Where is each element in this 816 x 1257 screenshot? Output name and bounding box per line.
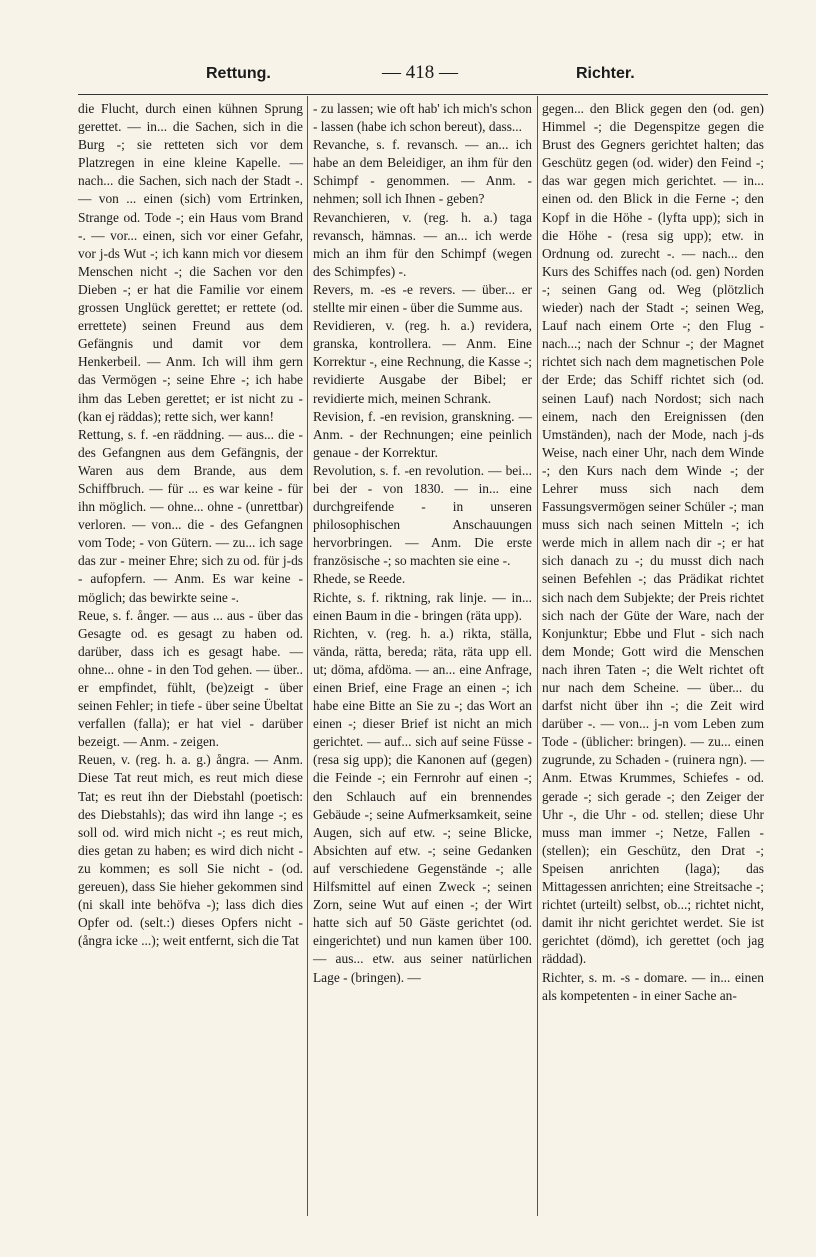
entry-text: - zu lassen; wie oft hab' ich mich's schon - lassen (habe ich schon bereut), dass... — [313, 101, 532, 135]
entry-revanchieren: Revanchieren, v. (reg. h. a.) taga revansch, hämnas. — an... ich werde mich an ihm für den Schimpf (wegen des Schimpfes) -. — [313, 209, 532, 279]
column-divider — [537, 96, 538, 1216]
entry-revidieren: Revidieren, v. (reg. h. a.) revidera, granska, kontrollera. — Anm. Eine Korrektur -, eine Rechnung, die Kasse -; revidierte Ausgabe der Bibel; er revidierte mich, meinen Schrank. — [313, 318, 532, 406]
page-number: — 418 — — [382, 62, 458, 83]
entry-revanche: Revanche, s. f. revansch. — an... ich habe an dem Beleidiger, an ihm für den Schimpf - genommen. — Anm. - nehmen; soll ich Ihnen - geben? — [313, 137, 532, 207]
header-left-keyword: Rettung. — [206, 65, 271, 82]
entry-reuen: Reuen, v. (reg. h. a. g.) ångra. — Anm. Diese Tat reut mich, es reut mich diese Tat; es reut ihn der Diebstahl (poetisch: des Diebstahls); das wird ihn lange -; es soll od. wird mich nicht -; es reut mich, dies getan zu haben; es wird dich nicht - zu kommen; es soll Sie nicht - (od. gereuen), dass Sie hieher gekommen sind (ni skall inte behöfva -); lass dich dies Opfer od. (selt.:) dieses Opfers nicht - (ångra icke ...); weit entfernt, sich die Tat — [78, 752, 303, 949]
entry-revolution: Revolution, s. f. -en revolution. — bei... bei der - von 1830. — in... eine durchgreifende - in unseren philosophischen Anschauungen hervorbringen. — Anm. Die erste französische -; so machten sie eine -. — [313, 462, 532, 569]
entry-rettung: Rettung, s. f. -en räddning. — aus... die - des Gefangnen aus dem Gefängnis, der Waren aus dem Brande, aus dem Schiffbruch. — für ... es war keine - für ihn möglich. — ohne... ohne - (unrettbar) verloren. — von... die - des Gefangnen vom Tode; - von Gütern. — zu... ich sage das zur - meiner Ehre; sich zu od. für j-ds - aufopfern. — Anm. Es war keine - möglich; das bewirkte seine -. — [78, 426, 303, 605]
entry-text: gegen... den Blick gegen den (od. gen) Himmel -; die Degenspitze gegen die Brust des Gegners gerichtet halten; das Geschütz gegen (od. wider) den Feind -; das war gegen mich gerichtet. — in... einen od. den Blick in die Ferne -; den Kopf in die Höhe - (lyfta upp); sich in die Höhe - (resa sig upp); etw. in Ordnung od. zurecht -. — nach... den Kurs des Schiffes nach (od. gen) Norden -; seinen Gang od. Weg (plötzlich wieder) nach der Stadt -; seinen Weg, Lauf nach einem Orte -; den Flug - nach...; nach der Schnur -; der Magnet richtet sich nach dem magnetischen Pole der Erde; das Schiff richtet sich (od. seinen Lauf) nach Nordost; sich nach einem, nach den Ereignissen (den Umständen), nach der Mode, nach j-ds Weise, nach einer Uhr, nach dem Winde -; den Kurs nach dem Winde -; der Lehrer muss sich nach dem Fassungsvermögen seiner Schüler -; man muss sich nach seinen Mitteln -; ich werde mich in allem nach dir -; er hat sich danach zu -; du musst dich nach seinen Befehlen -; das Prädikat richtet sich nach dem Subjekte; der Preis richtet sich nach der Güte der Ware, nach der Konjunktur; Ebbe und Flut - sich nach dem Monde; Gott wird die Menschen nach ihren Taten -; die Welt richtet oft nur nach dem Scheine. — über... du darfst nicht über ihn -; die Zeit wird darüber -. — von... j-n vom Leben zum Tode - (üblicher: bringen). — zu... einen zugrunde, zu Schaden - (ruinera ngn). — Anm. Etwas Krummes, Schiefes - od. gerade -; sich gerade -; den Zeiger der Uhr -, die Uhr - od. stellen; diese Uhr muss man immer -; Netze, Fallen - (stellen); ein Geschütz, den Drat -; Speisen anrichten (laga); das Mittagessen anrichten; eine Streitsache -; richtet (urteilt) selbst, ob...; richtet nicht, damit ihr nicht gerichtet werdet. Sie ist gerichtet (dömd), ich gerettet (och jag räddad). — [542, 101, 764, 967]
entry-text: die Flucht, durch einen kühnen Sprung gerettet. — in... die Sachen, sich in die Burg -; sie retteten sich vor dem Platzregen in eine kleine Kapelle. — nach... die Sachen, sich nach der Stadt -. — von ... einen (sich) vom Ertrinken, Strange od. Tode -; ein Haus vom Brand -. — vor... einen, sich vor einer Gefahr, vor j-ds Wut -; ich kann mich vor diesem Menschen nicht -; die Sachen vor den Dieben -; er hat die Familie vor einem grossen Unglück gerettet; er rettete (od. errettete) seinen Freund aus dem Gefängnis und damit vor dem Henkerbeil. — Anm. Ich will ihm gern das Vermögen -; seine Ehre -; ich habe ihm das Leben gerettet; er ist nicht zu - (kan ej räddas); rette sich, wer kann! — [78, 101, 303, 424]
header-rule — [78, 94, 768, 95]
entry-richter: Richter, s. m. -s - domare. — in... einen als kompetenten - in einer Sache an- — [542, 969, 764, 1003]
entry-rhede: Rhede, se Reede. — [313, 571, 406, 587]
column-divider — [307, 96, 308, 1216]
entry-richte: Richte, s. f. riktning, rak linje. — in... einen Baum in die - bringen (räta upp). — [313, 589, 532, 623]
entry-reue: Reue, s. f. ånger. — aus ... aus - über das Gesagte od. es gesagt zu haben od. darüber, dass ich es gesagt habe. — ohne... ohne - in den Tod gehen. — über.. er empfindet, fühlt, (be)zeigt - über seinen Fehler; in tiefe - über seine Übeltat verfallen (falla); er hat viel - darüber bezeigt. — Anm. - zeigen. — [78, 607, 303, 750]
column-1 — [78, 100, 303, 950]
entry-revision: Revision, f. -en revision, granskning. — Anm. - der Rechnungen; eine peinlich genaue - der Korrektur. — [313, 408, 532, 460]
column-3 — [542, 100, 764, 1005]
header-right-keyword: Richter. — [576, 65, 635, 82]
column-2 — [313, 100, 532, 987]
entry-revers: Revers, m. -es -e revers. — über... er stellte mir einen - über die Summe aus. — [313, 281, 532, 316]
entry-richten: Richten, v. (reg. h. a.) rikta, ställa, vända, rätta, bereda; räta, räta upp ell. ut; döma, afdöma. — an... eine Anfrage, einen Brief, eine Frage an einen -; ich habe eine Bitte an Sie zu -; das Wort an einen -; dieser Brief ist nicht an mich gerichtet. — auf... sich auf seine Füsse - (resa sig upp); die Kanonen auf (gegen) die Feinde -; ein Fernrohr auf einen -; den Schlauch auf ein brennendes Gebäude -; seine Aufmerksamkeit, seine Augen, sich auf etw. -; seine Blicke, Absichten auf etw. -; seine Gedanken auf verschiedene Gegenstände -; alle Hilfsmittel auf einen Zweck -; seinen Zorn, seine Wut auf einen -; der Wirt hatte sich auf 50 Gäste gerichtet (od. eingerichtet) und nun kamen über 100. — aus... etw. aus seiner natürlichen Lage - (bringen). — — [313, 625, 532, 985]
page-header — [74, 60, 764, 90]
